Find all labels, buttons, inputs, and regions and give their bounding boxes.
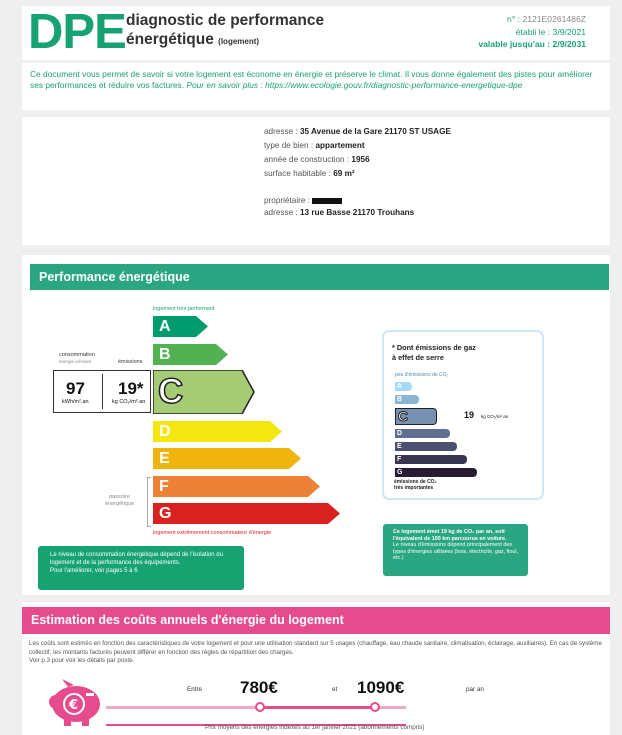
energy-class-g bbox=[153, 503, 342, 524]
number-label: n° : bbox=[507, 14, 521, 24]
intro-link[interactable]: Pour en savoir plus : https://www.ecologie.gouv.fr/diagnostic-performance-energetique-dpe bbox=[186, 79, 523, 90]
consumption-unit: kWh/m².an bbox=[62, 399, 89, 405]
ges-class-letter: C bbox=[398, 408, 409, 424]
energy-class-letter: C bbox=[158, 372, 184, 411]
and-label: et bbox=[332, 686, 338, 693]
dpe-logo: DPE bbox=[28, 5, 126, 59]
title-suffix: (logement) bbox=[218, 37, 260, 46]
owner-address-row bbox=[264, 208, 414, 218]
valid-label: valable jusqu'au : bbox=[478, 39, 551, 49]
owner-redacted bbox=[312, 198, 342, 204]
piggy-bank-icon bbox=[40, 677, 108, 727]
ges-unit: kg CO₂/m².an bbox=[481, 414, 509, 419]
energy-class-letter: G bbox=[159, 505, 172, 522]
ges-class-c bbox=[395, 408, 437, 425]
address-label: adresse : bbox=[264, 127, 298, 136]
energy-class-letter: D bbox=[159, 423, 171, 440]
energy-class-d bbox=[153, 421, 284, 442]
year-label: année de construction : bbox=[264, 155, 350, 164]
ges-top-label: peu d'émissions de CO₂ bbox=[395, 372, 449, 378]
ges-title-line2: à effet de serre bbox=[392, 352, 444, 362]
established-date: 3/9/2021 bbox=[552, 26, 586, 37]
energy-note-text: Le niveau de consommation énergétique dépend de l'isolation du logement et de la performance des équipements. bbox=[50, 552, 223, 566]
year-value: 1956 bbox=[351, 155, 370, 164]
ges-class-letter: B bbox=[397, 396, 403, 403]
costs-text2: Voir p.3 pour voir les détails par poste. bbox=[29, 657, 135, 664]
document-title bbox=[126, 11, 324, 51]
address-value: 35 Avenue de la Gare 21170 ST USAGE bbox=[299, 127, 451, 136]
ges-class-letter: A bbox=[397, 383, 403, 390]
between-label: Entre bbox=[187, 686, 203, 693]
title-line1: diagnostic de performance bbox=[126, 12, 325, 29]
type-row bbox=[264, 141, 365, 151]
document-meta bbox=[478, 13, 586, 51]
owner-row bbox=[264, 196, 342, 206]
energy-note-link: Pour l'améliorer, voir pages 5 à 6 bbox=[50, 568, 138, 574]
owner-address-label: adresse : bbox=[264, 208, 298, 217]
energy-class-e bbox=[153, 448, 303, 469]
ges-value: 19 bbox=[464, 410, 475, 420]
energy-class-letter: A bbox=[159, 318, 171, 335]
energy-class-letter: B bbox=[159, 346, 171, 363]
ges-bottom-line2: très importantes bbox=[394, 485, 434, 491]
passoire-label bbox=[105, 494, 134, 508]
ges-note-text2: Le niveau d'émissions dépend principalement des types d'énergies utilisées (bois, électricité, gaz, fioul, etc.) bbox=[393, 542, 519, 562]
owner-label: propriétaire : bbox=[264, 196, 310, 205]
ges-title-line1: * Dont émissions de gaz bbox=[392, 343, 476, 352]
ges-bottom-line1: émissions de CO₂ bbox=[394, 479, 437, 485]
min-cost-marker bbox=[255, 702, 265, 712]
address-row bbox=[264, 127, 451, 137]
max-cost-marker bbox=[370, 702, 380, 712]
costs-description bbox=[29, 640, 605, 666]
ges-class-letter: F bbox=[397, 456, 402, 463]
max-cost: 1090€ bbox=[357, 678, 405, 697]
cost-range-fill bbox=[260, 706, 375, 709]
title-line2: énergétique bbox=[126, 31, 214, 48]
energy-note bbox=[38, 546, 244, 590]
energy-class-letter: F bbox=[159, 478, 169, 495]
energy-class-c bbox=[153, 370, 256, 414]
consumption-sublabel: énergie primaire bbox=[59, 359, 92, 364]
intro-body: Ce document vous permet de savoir si votre logement est économe en énergie et préserve le climat. Il vous donne également des pistes pour améliorer ses performances et réduire vos factures. bbox=[30, 69, 593, 90]
costs-title: Estimation des coûts annuels d'énergie du logement bbox=[22, 607, 610, 634]
performance-title: Performance énergétique bbox=[30, 264, 609, 290]
ges-class-letter: D bbox=[397, 430, 403, 437]
ges-class-f bbox=[395, 455, 467, 464]
document-number: 2121E0261486Z bbox=[522, 14, 586, 24]
value-separator bbox=[102, 374, 103, 409]
passoire-line1: passoire bbox=[109, 494, 130, 500]
type-value: appartement bbox=[315, 141, 365, 150]
ges-class-letter: G bbox=[397, 469, 403, 476]
ges-bottom-label bbox=[394, 479, 437, 491]
passoire-line2: énergétique bbox=[105, 501, 135, 507]
energy-class-a bbox=[153, 316, 210, 337]
ges-class-a bbox=[395, 382, 412, 391]
surface-label: surface habitable : bbox=[264, 169, 331, 178]
ges-title bbox=[392, 343, 476, 362]
cost-footnote: Prix moyens des énergies indexés au 1er janvier 2021 (abonnements compris) bbox=[205, 724, 425, 731]
ges-class-letter: E bbox=[397, 443, 402, 450]
svg-text:€: € bbox=[69, 698, 79, 713]
per-year-label: par an bbox=[466, 686, 484, 693]
energy-class-letter: E bbox=[159, 450, 170, 467]
ges-class-e bbox=[395, 442, 457, 451]
consumption-value: 97 bbox=[66, 379, 85, 398]
established-label: établi le : bbox=[515, 26, 551, 37]
type-label: type de bien : bbox=[264, 141, 314, 150]
consumption-label: consommation bbox=[59, 352, 95, 358]
valid-until-date: 2/9/2031 bbox=[552, 39, 586, 49]
surface-value: 69 m² bbox=[333, 169, 355, 178]
passoire-bracket bbox=[147, 477, 151, 527]
owner-address-value: 13 rue Basse 21170 Trouhans bbox=[299, 208, 415, 217]
emissions-value: 19* bbox=[118, 379, 144, 398]
ges-note-text: Ce logement émet 19 kg de CO₂ par an, soit l'équivalent de 100 km parcourus en voiture. bbox=[393, 529, 507, 542]
ges-note bbox=[383, 524, 528, 576]
min-cost: 780€ bbox=[240, 678, 278, 697]
emissions-label: émissions bbox=[118, 359, 143, 365]
top-label: logement très performant bbox=[153, 306, 215, 312]
ges-class-b bbox=[395, 395, 419, 404]
energy-class-f bbox=[153, 476, 322, 497]
emissions-unit: kg CO₂/m².an bbox=[112, 399, 146, 405]
ges-class-g bbox=[395, 468, 477, 477]
intro-text bbox=[22, 63, 610, 110]
year-row bbox=[264, 155, 370, 165]
ges-class-d bbox=[395, 429, 450, 438]
bottom-label: logement extrêmement consommateur d'énergie bbox=[153, 530, 272, 536]
surface-row bbox=[264, 169, 355, 179]
energy-class-b bbox=[153, 344, 230, 365]
costs-text1: Les coûts sont estimés en fonction des caractéristiques de votre logement et pour une utilisation standard sur 5 usages (chauffage, eau chaude sanitaire, climatisation, éclairage, auxiliaires). En cas de système collectif, les montants facturés peuvent différer en fonction des règles de répartition des charges. bbox=[29, 640, 602, 656]
